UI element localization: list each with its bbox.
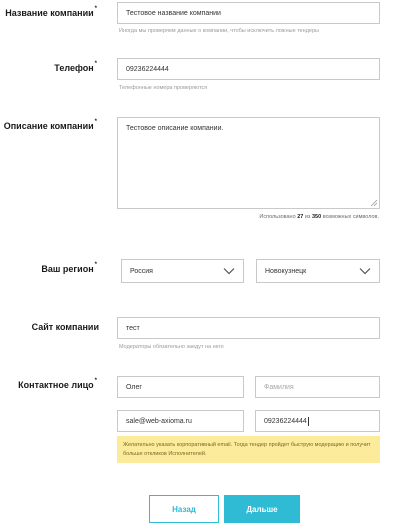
region-label — [41, 264, 97, 274]
back-button[interactable]: Назад — [149, 495, 219, 523]
description-textarea[interactable] — [117, 117, 380, 209]
text-cursor — [308, 417, 309, 426]
phone-label — [54, 63, 97, 73]
website-label — [32, 322, 99, 332]
phone-input[interactable]: 09236224444 — [117, 58, 380, 80]
city-select[interactable] — [256, 259, 380, 283]
country-select[interactable] — [121, 259, 244, 283]
description-text: Тестовое описание компании. — [126, 125, 224, 132]
counter-max: 350 — [311, 214, 322, 220]
required-mark: * — [94, 6, 97, 12]
required-mark: * — [94, 119, 97, 125]
counter-used: 27 — [297, 214, 304, 220]
contact-label-text: Контактное лицо — [18, 380, 94, 390]
required-mark: * — [94, 61, 97, 67]
chevron-down-icon — [359, 267, 371, 275]
next-button[interactable]: Дальше — [224, 495, 300, 523]
counter-prefix: Использовано — [259, 214, 296, 220]
website-label-text: Сайт компании — [31, 322, 99, 332]
company-name-input[interactable]: Тестовое название компании — [117, 2, 380, 24]
email-input[interactable]: sale@web-axioma.ru — [117, 410, 244, 432]
description-label-text: Описание компании — [3, 121, 94, 131]
last-name-input[interactable]: Фамилия — [255, 376, 380, 398]
chevron-down-icon — [223, 267, 235, 275]
counter-suffix: возможных символов. — [322, 214, 379, 220]
description-counter — [259, 214, 379, 220]
required-mark: * — [94, 262, 97, 268]
country-select-value: Россия — [130, 267, 153, 275]
email-notice: Желательно указать корпоративный email. Тогда тендер пройдет быструю модерацию и получит больше откликов Исполнителей. — [117, 436, 380, 463]
company-name-label — [5, 8, 97, 18]
counter-mid: из — [304, 214, 311, 220]
required-mark: * — [94, 378, 97, 384]
contact-phone-input[interactable] — [255, 410, 380, 432]
city-select-value: Новокузнецк — [265, 267, 307, 275]
region-label-text: Ваш регион — [41, 264, 94, 274]
description-label — [4, 121, 97, 131]
phone-hint: Телефонные номера проверяются — [119, 85, 208, 91]
first-name-input[interactable]: Олег — [117, 376, 244, 398]
company-name-hint: Иногда мы проверяем данные о компании, чтобы исключить ложные тендеры — [119, 28, 320, 34]
contact-phone-value: 09236224444 — [264, 417, 307, 425]
website-input[interactable]: тест — [117, 317, 380, 339]
phone-label-text: Телефон — [54, 63, 94, 73]
resize-handle-icon[interactable] — [370, 199, 377, 206]
website-hint: Модераторы обязательно заедут на него — [119, 344, 224, 350]
contact-label — [18, 380, 97, 390]
company-name-label-text: Название компании — [5, 8, 94, 18]
